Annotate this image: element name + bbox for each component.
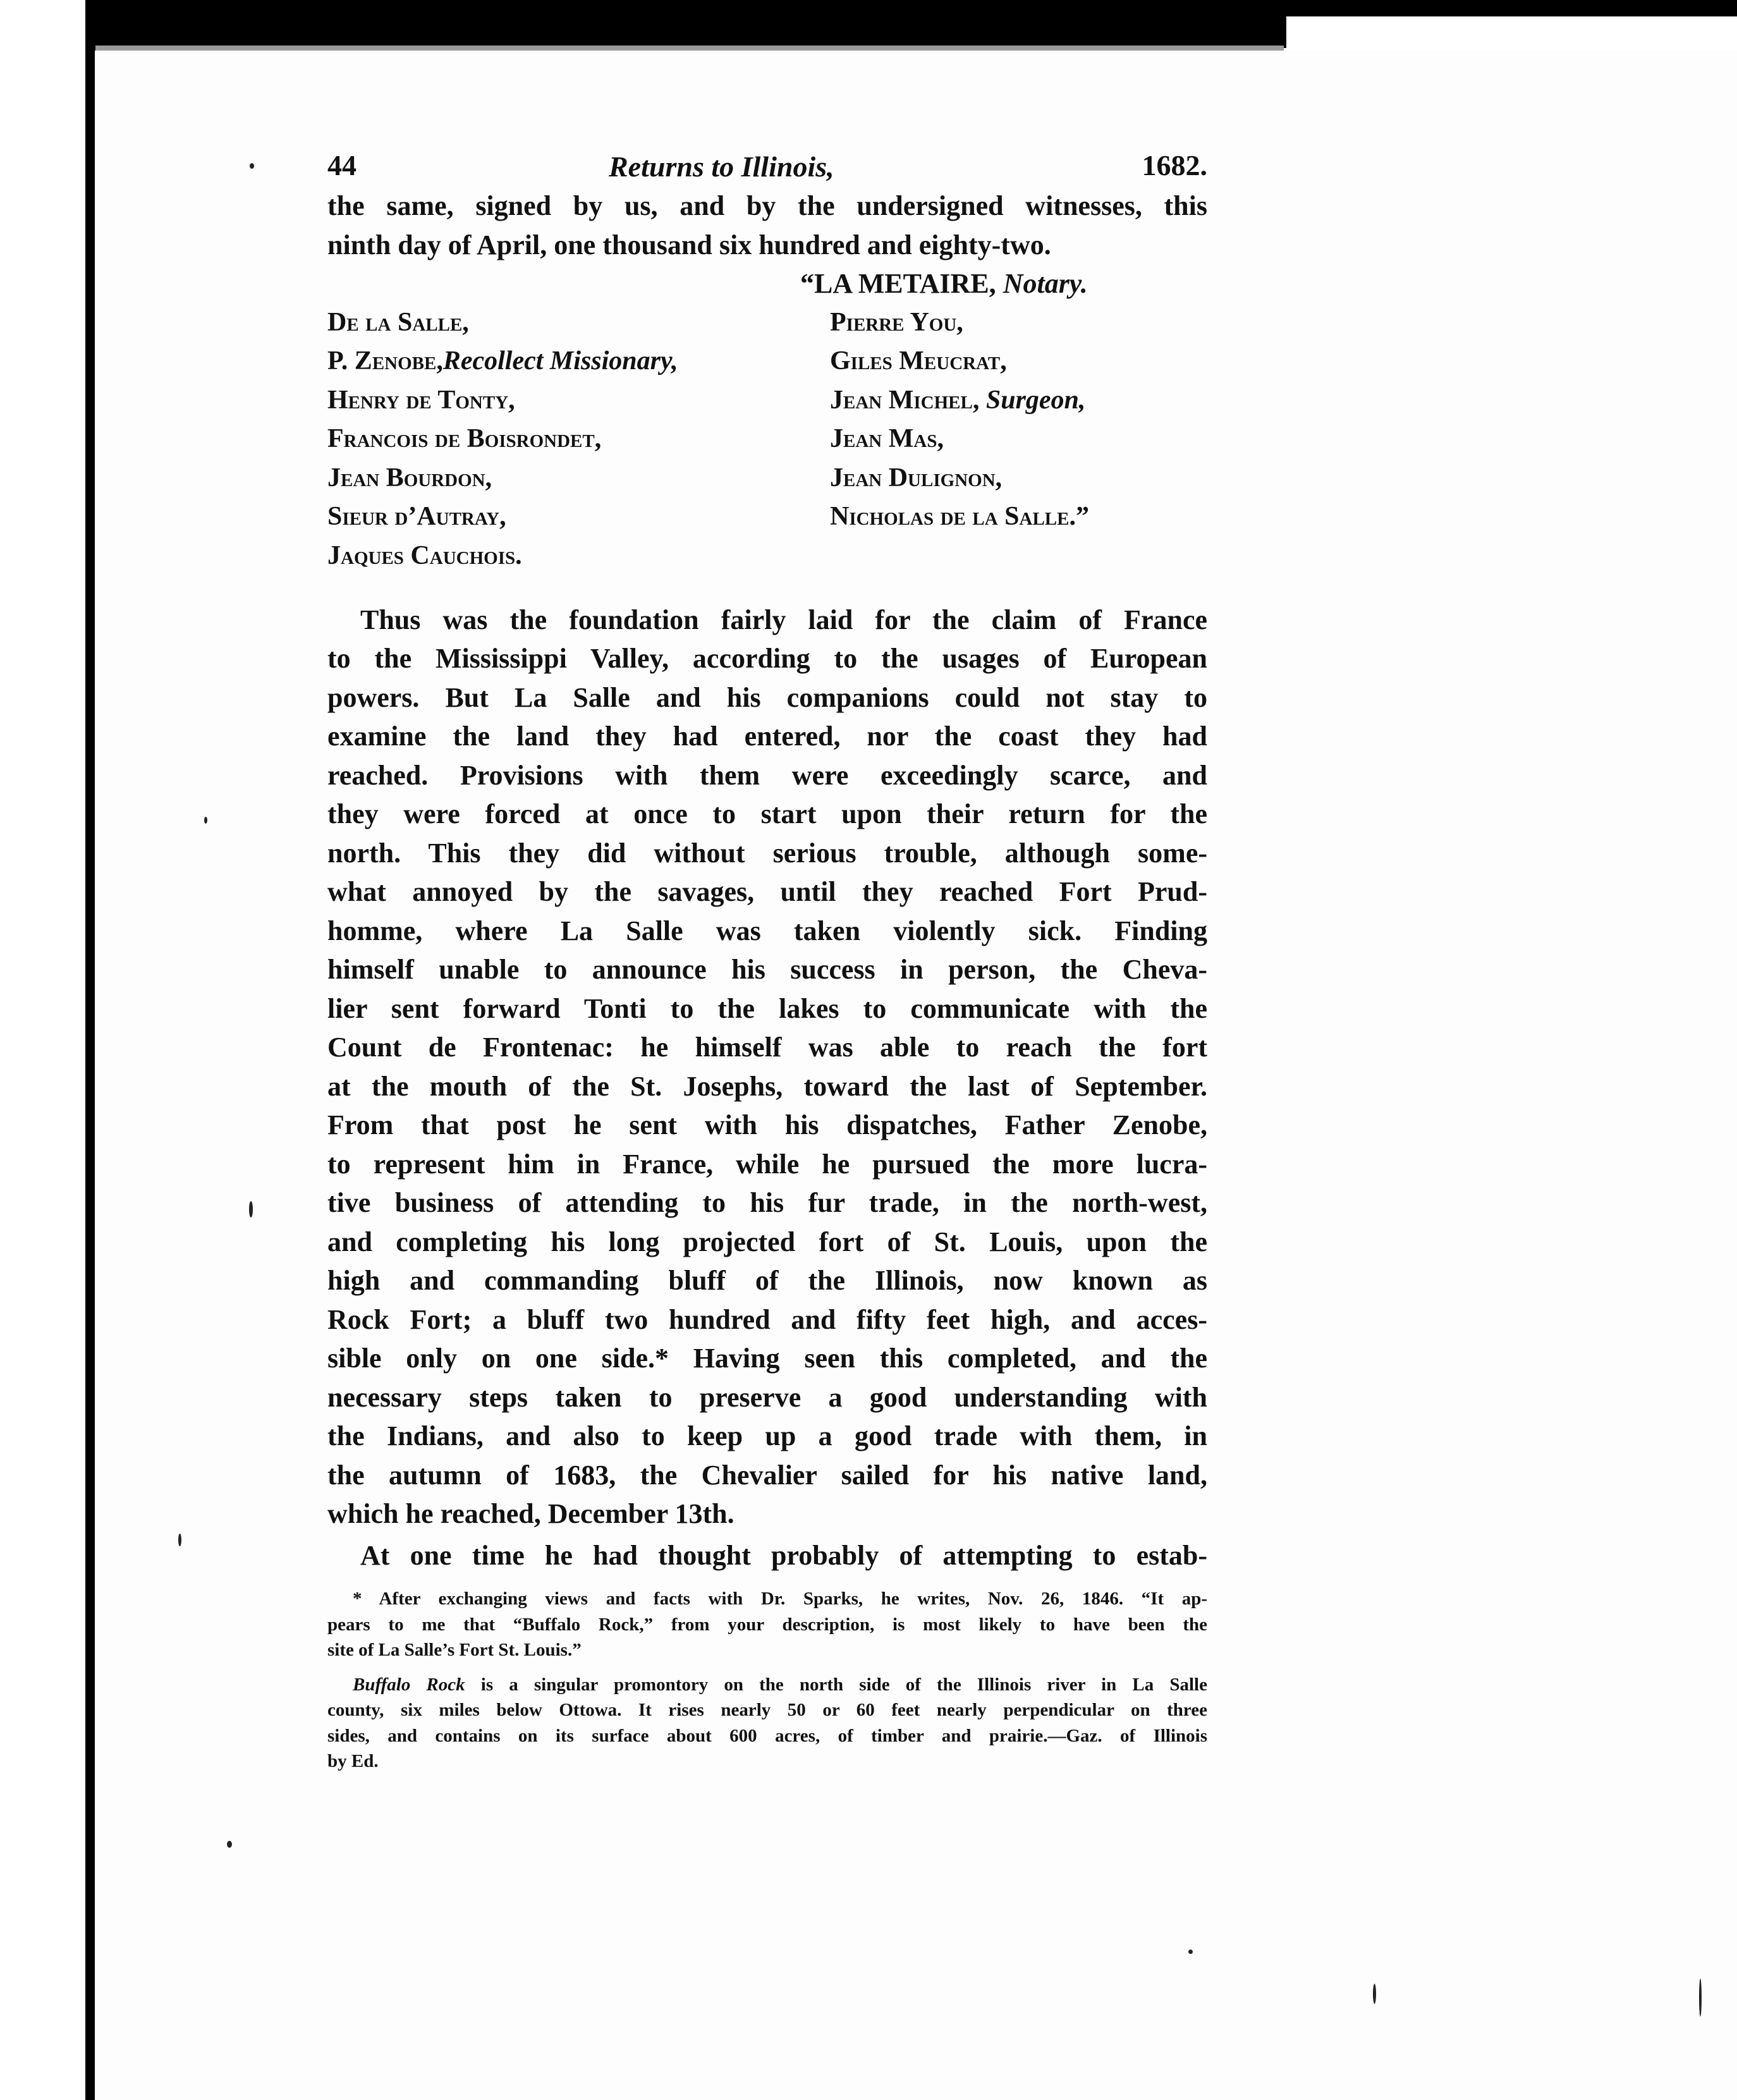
signature-entry: Jaques Cauchois. [327, 540, 522, 570]
text-line: himself unable to announce his success in person, the Cheva- [327, 954, 1207, 985]
scan-speck [204, 817, 207, 824]
paragraph-2 [327, 1536, 1207, 1575]
text-line: At one time he had thought probably of attempting to estab- [360, 1539, 1207, 1571]
text-line: sible only on one side.* Having seen this completed, and the [327, 1343, 1207, 1374]
signature-entry: Sieur d’Autray, [327, 502, 506, 531]
signature-entry: Nicholas de la Salle.” [830, 502, 1089, 531]
signature-entry: Giles Meucrat, [830, 346, 1007, 375]
running-header [327, 142, 1207, 186]
scan-speck [1188, 1950, 1193, 1954]
footnotes [327, 1586, 1207, 1774]
scan-speck [250, 163, 254, 169]
text-line: examine the land they had entered, nor the coast they had [327, 721, 1207, 752]
opening-lines [327, 186, 1207, 264]
text-line: to the Mississippi Valley, according to the usages of European [327, 643, 1207, 674]
scan-speck [1373, 1984, 1376, 2004]
text-line: what annoyed by the savages, until they reached Fort Prud- [327, 876, 1207, 907]
signature-entry: Pierre You, [830, 307, 963, 337]
text-line: they were forced at once to start upon their return for the [327, 798, 1207, 829]
scan-top-right-strip [1286, 0, 1737, 16]
signature-entry: Francois de Boisrondet, [327, 424, 602, 453]
text-line: north. This they did without serious trouble, although some- [327, 837, 1207, 869]
scan-speck [249, 1201, 253, 1218]
text-line: the Indians, and also to keep up a good trade with them, in [327, 1420, 1207, 1451]
text-line: From that post he sent with his dispatches, Father Zenobe, [327, 1109, 1207, 1140]
signature-entry: P. Zenobe,Recollect Missionary, [327, 346, 678, 375]
text-line: Thus was the foundation fairly laid for the claim of France [360, 604, 1207, 635]
scan-top-border [85, 0, 1286, 48]
signature-entry: Jean Dulignon, [830, 463, 1003, 492]
text-line: and completing his long projected fort of St. Louis, upon the [327, 1226, 1207, 1257]
scan-speck [1699, 1979, 1702, 2017]
notary-title: Notary. [1003, 268, 1088, 299]
text-line: which he reached, December 13th. [327, 1498, 734, 1529]
witness-signatures [327, 303, 1207, 575]
page-number: 44 [327, 149, 357, 181]
footnote-line: site of La Salle’s Fort St. Louis.” [327, 1640, 582, 1660]
text-line: Rock Fort; a bluff two hundred and fifty feet high, and acces- [327, 1303, 1207, 1335]
text-line: homme, where La Salle was taken violently sick. Finding [327, 915, 1207, 946]
text-line: tive business of attending to his fur trade, in the north-west, [327, 1187, 1207, 1218]
scan-speck [178, 1534, 181, 1546]
signature-entry: Jean Bourdon, [327, 463, 492, 492]
book-page-text [327, 142, 1207, 1774]
paragraph-1 [327, 601, 1207, 1534]
notary-signature [327, 264, 1207, 303]
signature-entry: Henry de Tonty, [327, 385, 515, 415]
footnote-line: county, six miles below Ottowa. It rises nearly 50 or 60 feet nearly perpendicular on three [327, 1700, 1207, 1720]
text-line: at the mouth of the St. Josephs, toward the last of September. [327, 1070, 1207, 1102]
signature-entry: De la Salle, [327, 307, 469, 337]
footnote-line: by Ed. [327, 1751, 379, 1771]
footnote-line: * After exchanging views and facts with Dr. Sparks, he writes, Nov. 26, 1846. “It ap- [353, 1589, 1207, 1609]
scan-inner-edge [95, 46, 1284, 51]
text-line: the autumn of 1683, the Chevalier sailed for his native land, [327, 1459, 1207, 1491]
text-line: Count de Frontenac: he himself was able to reach the fort [327, 1032, 1207, 1063]
scan-speck [227, 1841, 232, 1848]
signature-entry: Jean Michel, Surgeon, [830, 385, 1086, 415]
footnote-line: Buffalo Rock is a singular promontory on the north side of the Illinois river in La Salle [353, 1674, 1207, 1695]
text-line: lier sent forward Tonti to the lakes to communicate with the [327, 992, 1207, 1024]
text-line: to represent him in France, while he pursued the more lucra- [327, 1148, 1207, 1180]
signatures-left-column [327, 303, 678, 576]
text-line: powers. But La Salle and his companions could not stay to [327, 681, 1207, 713]
running-title: Returns to Illinois, [609, 150, 834, 183]
text-line: the same, signed by us, and by the undersigned witnesses, this [327, 190, 1207, 221]
footnote-line: pears to me that “Buffalo Rock,” from your description, is most likely to have been the [327, 1614, 1207, 1635]
footnote-italic-lead: Buffalo Rock [353, 1674, 465, 1695]
footnote-line: sides, and contains on its surface about 600 acres, of timber and prairie.—Gaz. of Illinois [327, 1725, 1207, 1746]
text-line: high and commanding bluff of the Illinois, now known as [327, 1265, 1207, 1296]
text-line: ninth day of April, one thousand six hundred and eighty-two. [327, 229, 1051, 260]
text-line: necessary steps taken to preserve a good understanding with [327, 1381, 1207, 1413]
text-line: reached. Provisions with them were exceedingly scarce, and [327, 759, 1207, 791]
scan-left-border [85, 0, 95, 2100]
header-year: 1682. [1142, 149, 1207, 181]
signature-entry: Jean Mas, [830, 424, 944, 453]
signatures-right-column [830, 303, 1089, 537]
notary-name: “LA METAIRE, [800, 268, 996, 299]
